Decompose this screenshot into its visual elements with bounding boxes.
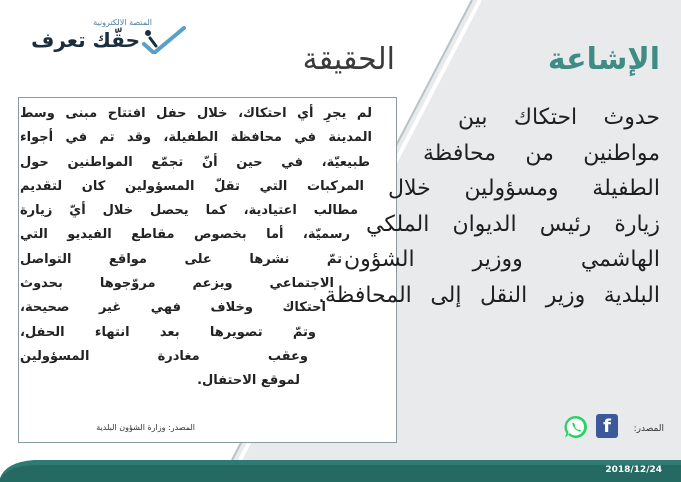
logo-name: حقّك تعرف	[31, 28, 140, 52]
fact-line: وتمّ تصويرها بعد انتهاء الحفل،	[20, 324, 316, 340]
rumor-line: البلدية وزير النقل إلى المحافظة.	[318, 282, 660, 308]
fact-source: المصدر: وزارة الشؤون البلدية	[96, 423, 195, 432]
rumor-line: حدوث احتكاك بين	[458, 105, 660, 130]
checkmark-icon	[142, 24, 186, 54]
fact-line: المدينة في محافظة الطفيلة، وقد تم في أجواء	[20, 130, 372, 146]
fact-line: احتكاك وخلاف فهي غير صحيحة،	[20, 300, 326, 316]
fact-line: لم يجرِ أي احتكاك، خلال حفل افتتاح مبنى وسط	[20, 106, 372, 121]
rumor-source-label: المصدر:	[633, 424, 664, 434]
publish-date: 2018/12/24	[605, 465, 662, 475]
facebook-icon[interactable]: f	[596, 414, 618, 438]
fact-line: طبيعيّة، في حين أنّ تجمّع المواطنين حول	[20, 154, 370, 170]
fact-line: رسميّة، أما بخصوص مقاطع الفيديو التي	[20, 227, 350, 243]
brand-logo	[31, 18, 188, 58]
fact-line: لموقع الاحتفال.	[197, 373, 300, 389]
whatsapp-icon[interactable]	[563, 414, 589, 440]
rumor-line: زيارة رئيس الديوان الملكي	[366, 211, 660, 237]
fact-line: وعقب مغادرة المسؤولين	[20, 348, 308, 364]
rumor-line: الهاشمي ووزير الشؤون	[344, 247, 660, 272]
rumor-title: الإشاعة	[547, 42, 660, 77]
rumor-body	[318, 100, 660, 313]
fact-title: الحقيقة	[302, 42, 395, 77]
fact-line: مطالب اعتيادية، كما يحصل خلال أيّ زيارة	[20, 203, 358, 219]
fact-line: الاجتماعي ويزعم مروّجوها بحدوث	[20, 276, 334, 292]
rumor-line: الطفيلة ومسؤولين خلال	[388, 176, 660, 201]
fact-line: تمّ نشرها على مواقع التواصل	[20, 251, 342, 267]
rumor-line: مواطنين من محافظة	[423, 140, 660, 166]
fact-line: المركبات التي تقلّ المسؤولين كان لتقديم	[20, 178, 364, 194]
logo-subtitle: المنصة الالكترونية	[93, 18, 152, 27]
